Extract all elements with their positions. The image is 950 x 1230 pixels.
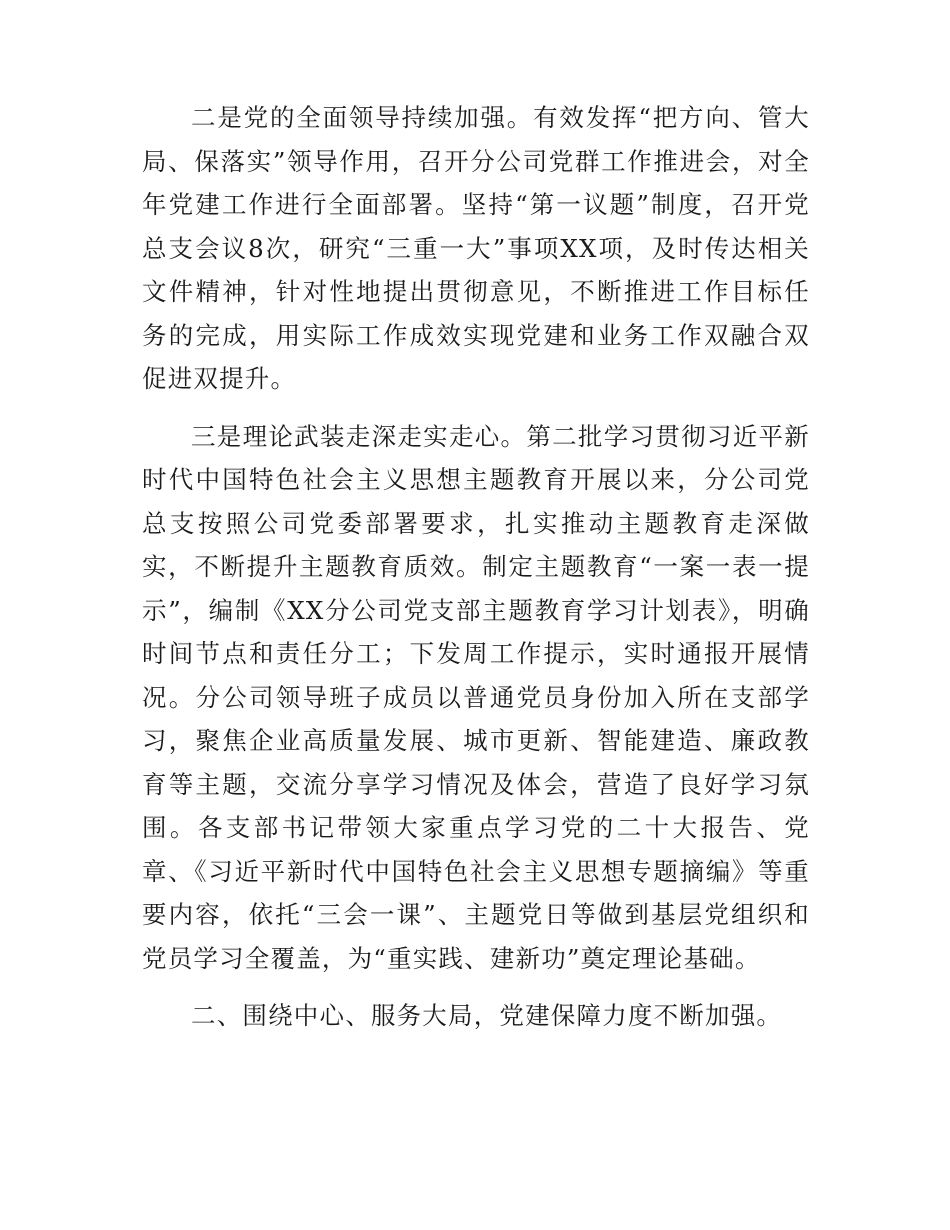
document-body [142,96,810,1038]
section-heading-two: 二、围绕中心、服务大局，党建保障力度不断加强。 [191,1001,783,1030]
paragraph-theory-study: 三是理论武装走深走实走心。第二批学习贯彻习近平新时代中国特色社会主义思想主题教育开展以来，分公司党总支按照公司党委部署要求，扎实推动主题教育走深做实，不断提升主题教育质效。制定主题教育“一案一表一提示”，编制《XX分公司党支部主题教育学习计划表》，明确时间节点和责任分工；下发周工作提示，实时通报开展情况。分公司领导班子成员以普通党员身份加入所在支部学习，聚焦企业高质量发展、城市更新、智能建造、廉政教育等主题，交流分享学习情况及体会，营造了良好学习氛围。各支部书记带领大家重点学习党的二十大报告、党章、《习近平新时代中国特色社会主义思想专题摘编》等重要内容，依托“三会一课”、主题党日等做到基层党组织和党员学习全覆盖，为“重实践、建新功”奠定理论基础。 [142,421,810,973]
paragraph-leadership: 二是党的全面领导持续加强。有效发挥“把方向、管大局、保落实”领导作用，召开分公司党群工作推进会，对全年党建工作进行全面部署。坚持“第一议题”制度，召开党总支会议8次，研究“三重一大”事项XX项，及时传达相关文件精神，针对性地提出贯彻意见，不断推进工作目标任务的完成，用实际工作成效实现党建和业务工作双融合双促进双提升。 [142,103,810,393]
